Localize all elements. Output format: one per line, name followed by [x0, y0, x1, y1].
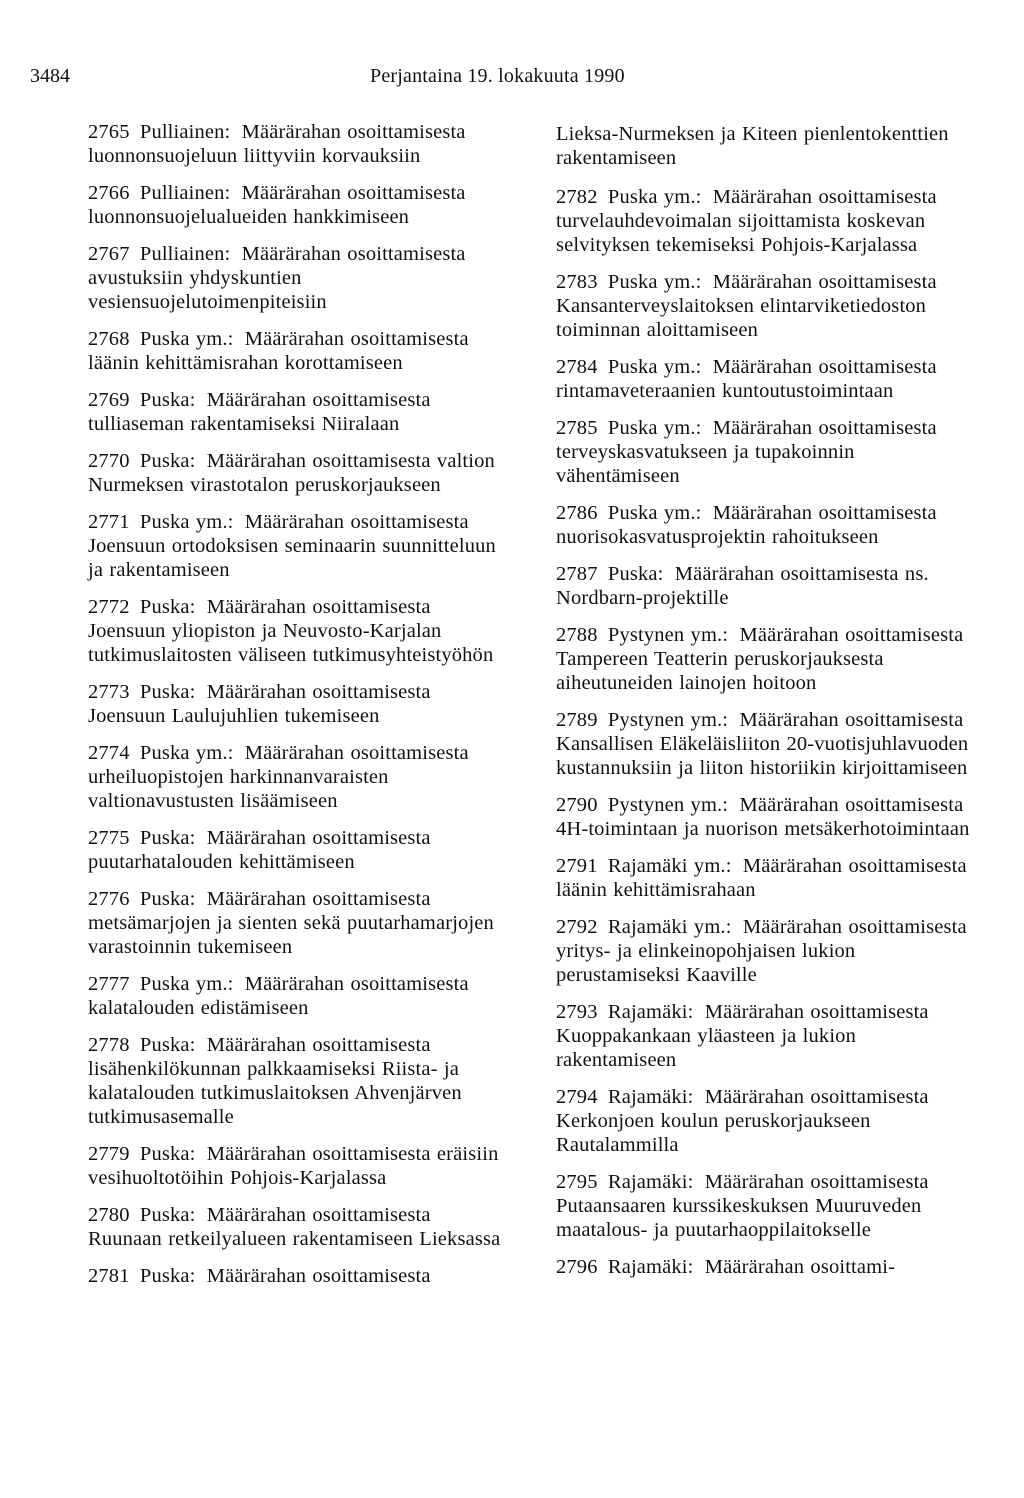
- entry-author: Pulliainen:: [139, 243, 231, 265]
- page-number: 3484: [30, 65, 70, 87]
- entry-author: Rajamäki:: [607, 1086, 694, 1108]
- entry-number: 2776: [88, 888, 130, 910]
- entry-number: 2792: [556, 916, 598, 938]
- entry-number: 2770: [88, 450, 130, 472]
- entry-author: Puska:: [139, 389, 196, 411]
- entry-author: Rajamäki ym.:: [607, 855, 732, 877]
- list-item: [88, 181, 508, 229]
- entry-author: Pystynen ym.:: [607, 709, 729, 731]
- entry-text: Määrärahan osoittamisesta Tampereen Teatterin peruskorjauksesta aiheutuneiden lainojen hoitoon: [556, 624, 964, 694]
- entry-number: 2769: [88, 389, 130, 411]
- entry-author: Pulliainen:: [139, 182, 231, 204]
- entry-author: Puska ym.:: [139, 328, 234, 350]
- entry-author: Puska ym.:: [607, 502, 702, 524]
- entry-number: 2772: [88, 596, 130, 618]
- entry-author: Puska ym.:: [607, 417, 702, 439]
- entry-text: Määrärahan osoittamisesta Kerkonjoen koulun peruskorjaukseen Rautalammilla: [556, 1086, 929, 1156]
- entry-number: 2765: [88, 121, 130, 143]
- entry-number: 2795: [556, 1171, 598, 1193]
- entry-number: 2784: [556, 356, 598, 378]
- entry-number: 2787: [556, 563, 598, 585]
- entry-text: Määrärahan osoittamisesta 4H-toimintaan ja nuorison metsäkerhotoimintaan: [556, 794, 970, 840]
- entry-author: Pystynen ym.:: [607, 794, 729, 816]
- entry-text: Määrärahan osoittamisesta läänin kehittämisrahaan: [556, 855, 967, 901]
- list-item: [88, 887, 508, 959]
- list-item: [88, 1264, 508, 1288]
- entry-number: 2788: [556, 624, 598, 646]
- list-item: [556, 793, 976, 841]
- list-item: [556, 1085, 976, 1157]
- entry-text: Määrärahan osoittamisesta metsämarjojen ja sienten sekä puutarhamarjojen varastoinnin tukemiseen: [88, 888, 494, 958]
- entry-author: Puska:: [139, 1034, 196, 1056]
- text-columns: [88, 120, 992, 1460]
- entry-author: Puska:: [139, 888, 196, 910]
- list-item: [88, 388, 508, 436]
- list-item: [556, 355, 976, 403]
- list-item: [88, 120, 508, 168]
- entry-text: Määrärahan osoittamisesta Putaansaaren kurssikeskuksen Muuruveden maatalous- ja puutarhaoppilaitokselle: [556, 1171, 929, 1241]
- entry-text: Määrärahan osoittamisesta puutarhatalouden kehittämiseen: [88, 827, 431, 873]
- entry-number: 2767: [88, 243, 130, 265]
- entry-text: Määrärahan osoittamisesta Kuoppakankaan yläasteen ja lukion rakentamiseen: [556, 1001, 929, 1071]
- entry-number: 2789: [556, 709, 598, 731]
- entry-author: Puska:: [607, 563, 664, 585]
- entry-author: Puska:: [139, 596, 196, 618]
- list-item: [556, 270, 976, 342]
- entry-number: 2774: [88, 742, 130, 764]
- entry-text: Määrärahan osoittamisesta Kansanterveyslaitoksen elintarviketiedoston toiminnan aloittamiseen: [556, 271, 937, 341]
- entry-number: 2771: [88, 511, 130, 533]
- list-item: [556, 1255, 976, 1279]
- entry-author: Puska ym.:: [607, 356, 702, 378]
- entry-text: Määrärahan osoittamisesta avustuksiin yhdyskuntien vesiensuojelutoimenpiteisiin: [88, 243, 466, 313]
- page-header: [30, 62, 650, 90]
- entry-author: Rajamäki:: [607, 1256, 694, 1278]
- entry-number: 2786: [556, 502, 598, 524]
- entry-text: Määrärahan osoittamisesta rintamaveteraanien kuntoutustoimintaan: [556, 356, 937, 402]
- entry-author: Puska:: [139, 1265, 196, 1287]
- entry-author: Puska:: [139, 827, 196, 849]
- entry-number: 2781: [88, 1265, 130, 1287]
- list-item: [88, 1033, 508, 1129]
- entry-text: Määrärahan osoittamisesta urheiluopistojen harkinnanvaraisten valtionavustusten lisäämiseen: [88, 742, 469, 812]
- list-item: [556, 185, 976, 257]
- list-item: [556, 623, 976, 695]
- entry-text: Määrärahan osoittamisesta luonnonsuojeluun liittyviin korvauksiin: [88, 121, 466, 167]
- entry-text: Määrärahan osoittami-: [704, 1256, 896, 1278]
- entry-text: Määrärahan osoittamisesta valtion Nurmeksen virastotalon peruskorjaukseen: [88, 450, 495, 496]
- entry-text: Määrärahan osoittamisesta Joensuun yliopiston ja Neuvosto-Karjalan tutkimuslaitosten väliseen tutkimusyhteistyöhön: [88, 596, 494, 666]
- list-item: [556, 562, 976, 610]
- entry-author: Puska ym.:: [607, 271, 702, 293]
- entry-text: Määrärahan osoittamisesta eräisiin vesihuoltotöihin Pohjois-Karjalassa: [88, 1143, 499, 1189]
- list-item: [88, 972, 508, 1020]
- entry-text: Määrärahan osoittamisesta luonnonsuojelualueiden hankkimiseen: [88, 182, 466, 228]
- list-item: [88, 680, 508, 728]
- list-item: [556, 416, 976, 488]
- list-item: [556, 915, 976, 987]
- entry-text: Määrärahan osoittamisesta terveyskasvatukseen ja tupakoinnin vähentämiseen: [556, 417, 937, 487]
- entry-text: Määrärahan osoittamisesta: [206, 1265, 431, 1287]
- entry-number: 2780: [88, 1204, 130, 1226]
- list-item: [88, 449, 508, 497]
- list-item: [88, 510, 508, 582]
- entry-author: Puska ym.:: [607, 186, 702, 208]
- entry-text: Lieksa-Nurmeksen ja Kiteen pienlentokenttien rakentamiseen: [556, 123, 949, 169]
- list-item: [556, 501, 976, 549]
- entry-number: 2777: [88, 973, 130, 995]
- entry-number: 2773: [88, 681, 130, 703]
- entry-number: 2785: [556, 417, 598, 439]
- entry-number: 2793: [556, 1001, 598, 1023]
- entry-text: Määrärahan osoittamisesta Joensuun Laulujuhlien tukemiseen: [88, 681, 431, 727]
- entry-author: Puska ym.:: [139, 742, 234, 764]
- list-item: [556, 122, 976, 170]
- entry-text: Määrärahan osoittamisesta yritys- ja elinkeinopohjaisen lukion perustamiseksi Kaaville: [556, 916, 967, 986]
- list-item: [556, 708, 976, 780]
- entry-number: 2790: [556, 794, 598, 816]
- entry-text: Määrärahan osoittamisesta lisähenkilökunnan palkkaamiseksi Riista- ja kalatalouden tutkimuslaitoksen Ahvenjärven tutkimusasemalle: [88, 1034, 462, 1128]
- entry-text: Määrärahan osoittamisesta turvelauhdevoimalan sijoittamista koskevan selvityksen tekemiseksi Pohjois-Karjalassa: [556, 186, 937, 256]
- list-item: [88, 595, 508, 667]
- entry-text: Määrärahan osoittamisesta tulliaseman rakentamiseksi Niiralaan: [88, 389, 431, 435]
- entry-text: Määrärahan osoittamisesta läänin kehittämisrahan korottamiseen: [88, 328, 469, 374]
- right-column: [556, 122, 976, 1292]
- entry-author: Puska:: [139, 1204, 196, 1226]
- list-item: [88, 1203, 508, 1251]
- list-item: [88, 826, 508, 874]
- list-item: [88, 242, 508, 314]
- entry-author: Rajamäki:: [607, 1171, 694, 1193]
- entry-number: 2768: [88, 328, 130, 350]
- page-date: Perjantaina 19. lokakuuta 1990: [370, 65, 625, 87]
- entry-number: 2782: [556, 186, 598, 208]
- entry-author: Rajamäki:: [607, 1001, 694, 1023]
- entry-author: Puska:: [139, 1143, 196, 1165]
- entry-text: Määrärahan osoittamisesta Joensuun ortodoksisen seminaarin suunnitteluun ja rakentamiseen: [88, 511, 496, 581]
- entry-author: Puska ym.:: [139, 973, 234, 995]
- entry-text: Määrärahan osoittamisesta ns. Nordbarn-projektille: [556, 563, 929, 609]
- entry-number: 2779: [88, 1143, 130, 1165]
- entry-author: Puska:: [139, 681, 196, 703]
- entry-text: Määrärahan osoittamisesta nuorisokasvatusprojektin rahoitukseen: [556, 502, 937, 548]
- list-item: [88, 741, 508, 813]
- entry-number: 2791: [556, 855, 598, 877]
- entry-author: Pystynen ym.:: [607, 624, 729, 646]
- entry-author: Rajamäki ym.:: [607, 916, 732, 938]
- entry-author: Pulliainen:: [139, 121, 231, 143]
- entry-author: Puska:: [139, 450, 196, 472]
- entry-text: Määrärahan osoittamisesta Kansallisen Eläkeläisliiton 20-vuotisjuhlavuoden kustannuksiin ja liiton historiikin kirjoittamiseen: [556, 709, 969, 779]
- list-item: [556, 1000, 976, 1072]
- left-column: [88, 120, 508, 1301]
- entry-number: 2778: [88, 1034, 130, 1056]
- entry-number: 2796: [556, 1256, 598, 1278]
- list-item: [556, 854, 976, 902]
- list-item: [88, 327, 508, 375]
- entry-number: 2775: [88, 827, 130, 849]
- entry-number: 2766: [88, 182, 130, 204]
- entry-author: Puska ym.:: [139, 511, 234, 533]
- list-item: [556, 1170, 976, 1242]
- entry-number: 2783: [556, 271, 598, 293]
- list-item: [88, 1142, 508, 1190]
- entry-number: 2794: [556, 1086, 598, 1108]
- entry-text: Määrärahan osoittamisesta Ruunaan retkeilyalueen rakentamiseen Lieksassa: [88, 1204, 501, 1250]
- entry-text: Määrärahan osoittamisesta kalatalouden edistämiseen: [88, 973, 469, 1019]
